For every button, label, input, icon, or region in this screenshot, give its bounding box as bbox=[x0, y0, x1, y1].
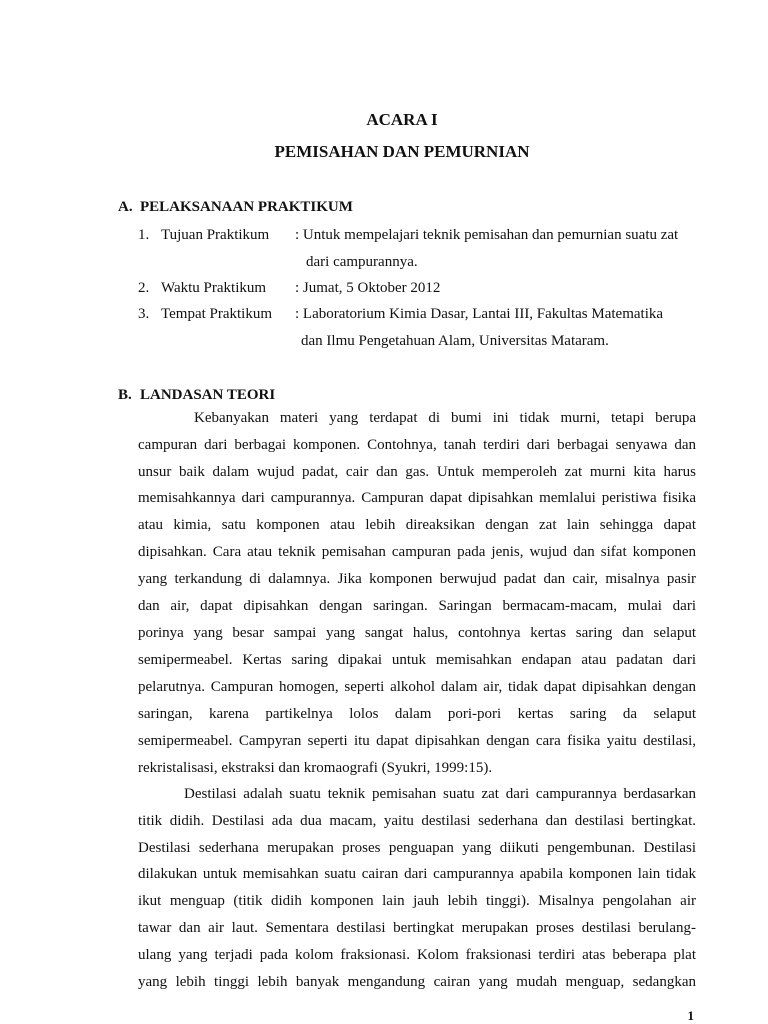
paragraph-line: unsur baik dalam wujud padat, cair dan gas. Untuk memperoleh zat murni kita harus bbox=[138, 464, 696, 480]
section-b-letter: B. bbox=[118, 387, 132, 403]
paragraph-line: porinya yang besar sampai yang sangat halus, contohnya kertas saring dan selaput bbox=[138, 625, 696, 641]
section-a-letter: A. bbox=[118, 199, 133, 215]
paragraph-line: saringan, karena partikelnya lolos dalam pori-pori kertas saring da selaput bbox=[138, 706, 696, 722]
section-b-heading bbox=[118, 387, 275, 404]
item-2-number: 2. bbox=[138, 280, 150, 296]
paragraph-line: dipisahkan. Cara atau teknik pemisahan campuran pada jenis, wujud dan sifat komponen bbox=[138, 544, 696, 560]
paragraph-line: campuran dari berbagai komponen. Contohnya, tanah terdiri dari berbagai senyawa dan bbox=[138, 437, 696, 453]
item-2-value: : Jumat, 5 Oktober 2012 bbox=[295, 280, 441, 296]
item-1-value: : Untuk mempelajari teknik pemisahan dan pemurnian suatu zat bbox=[295, 227, 679, 243]
paragraph-line: yang terkandung di dalamnya. Jika komponen berwujud padat dan cair, misalnya pasir bbox=[138, 571, 696, 587]
item-3-number: 3. bbox=[138, 306, 150, 322]
section-b-title: LANDASAN TEORI bbox=[140, 387, 276, 403]
paragraph-line: Destilasi sederhana merupakan proses penguapan yang diikuti pengembunan. Destilasi bbox=[138, 840, 696, 856]
item-3-value: : Laboratorium Kimia Dasar, Lantai III, Fakultas Matematika bbox=[295, 306, 664, 322]
paragraph-line: semipermeabel. Kertas saring dipakai untuk memisahkan endapan atau padatan dari bbox=[138, 652, 696, 668]
paragraph-line: memisahkannya dari campurannya. Campuran dapat dipisahkan memlalui peristiwa fisika bbox=[138, 490, 696, 506]
paragraph-line: titik didih. Destilasi ada dua macam, yaitu destilasi sederhana dan destilasi bertingkat. bbox=[138, 813, 696, 829]
paragraph-line: Destilasi adalah suatu teknik pemisahan suatu zat dari campurannya berdasarkan bbox=[184, 786, 696, 802]
paragraph-line: yang lebih tinggi lebih banyak mengandung cairan yang mudah menguap, sedangkan bbox=[138, 974, 696, 990]
page-number: 1 bbox=[687, 1008, 694, 1023]
item-1-value-cont: dari campurannya. bbox=[306, 254, 418, 270]
paragraph-line: tawar dan air laut. Sementara destilasi bertingkat merupakan proses destilasi berulang- bbox=[138, 920, 696, 936]
paragraph-line: rekristalisasi, ekstraksi dan kromaografi (Syukri, 1999:15). bbox=[138, 760, 493, 776]
paragraph-line: ikut menguap (titik didih komponen lain jauh lebih tinggi). Misalnya pengolahan air bbox=[138, 893, 696, 909]
item-3-label: Tempat Praktikum bbox=[161, 306, 273, 322]
paragraph-line: dan air, dapat dipisahkan dengan saringan. Saringan bermacam-macam, mulai dari bbox=[138, 598, 696, 614]
paragraph-line: atau kimia, satu komponen atau lebih direaksikan dengan zat lain sehingga dapat bbox=[138, 517, 696, 533]
item-1-number: 1. bbox=[138, 227, 150, 243]
document-title: ACARA I bbox=[366, 110, 438, 129]
paragraph-line: semipermeabel. Campyran seperti itu dapat dipisahkan dengan cara fisika yaitu destilasi, bbox=[138, 733, 696, 749]
item-2-label: Waktu Praktikum bbox=[161, 280, 267, 296]
item-1-label: Tujuan Praktikum bbox=[161, 227, 270, 243]
paragraph-line: Kebanyakan materi yang terdapat di bumi ini tidak murni, tetapi berupa bbox=[194, 410, 696, 426]
paragraph-line: dilakukan untuk memisahkan suatu cairan dari campurannya apabila komponen lain tidak bbox=[138, 866, 696, 882]
paragraph-line: pelarutnya. Campuran homogen, seperti alkohol dalam air, tidak dapat dipisahkan dengan bbox=[138, 679, 696, 695]
section-a-heading bbox=[118, 199, 353, 216]
item-3-value-cont: dan Ilmu Pengetahuan Alam, Universitas Mataram. bbox=[301, 333, 609, 349]
section-a-title: PELAKSANAAN PRAKTIKUM bbox=[140, 199, 353, 215]
paragraph-line: ulang yang terjadi pada kolom fraksionasi. Kolom fraksionasi terdiri atas beberapa plat bbox=[138, 947, 696, 963]
document-subtitle: PEMISAHAN DAN PEMURNIAN bbox=[274, 142, 530, 161]
